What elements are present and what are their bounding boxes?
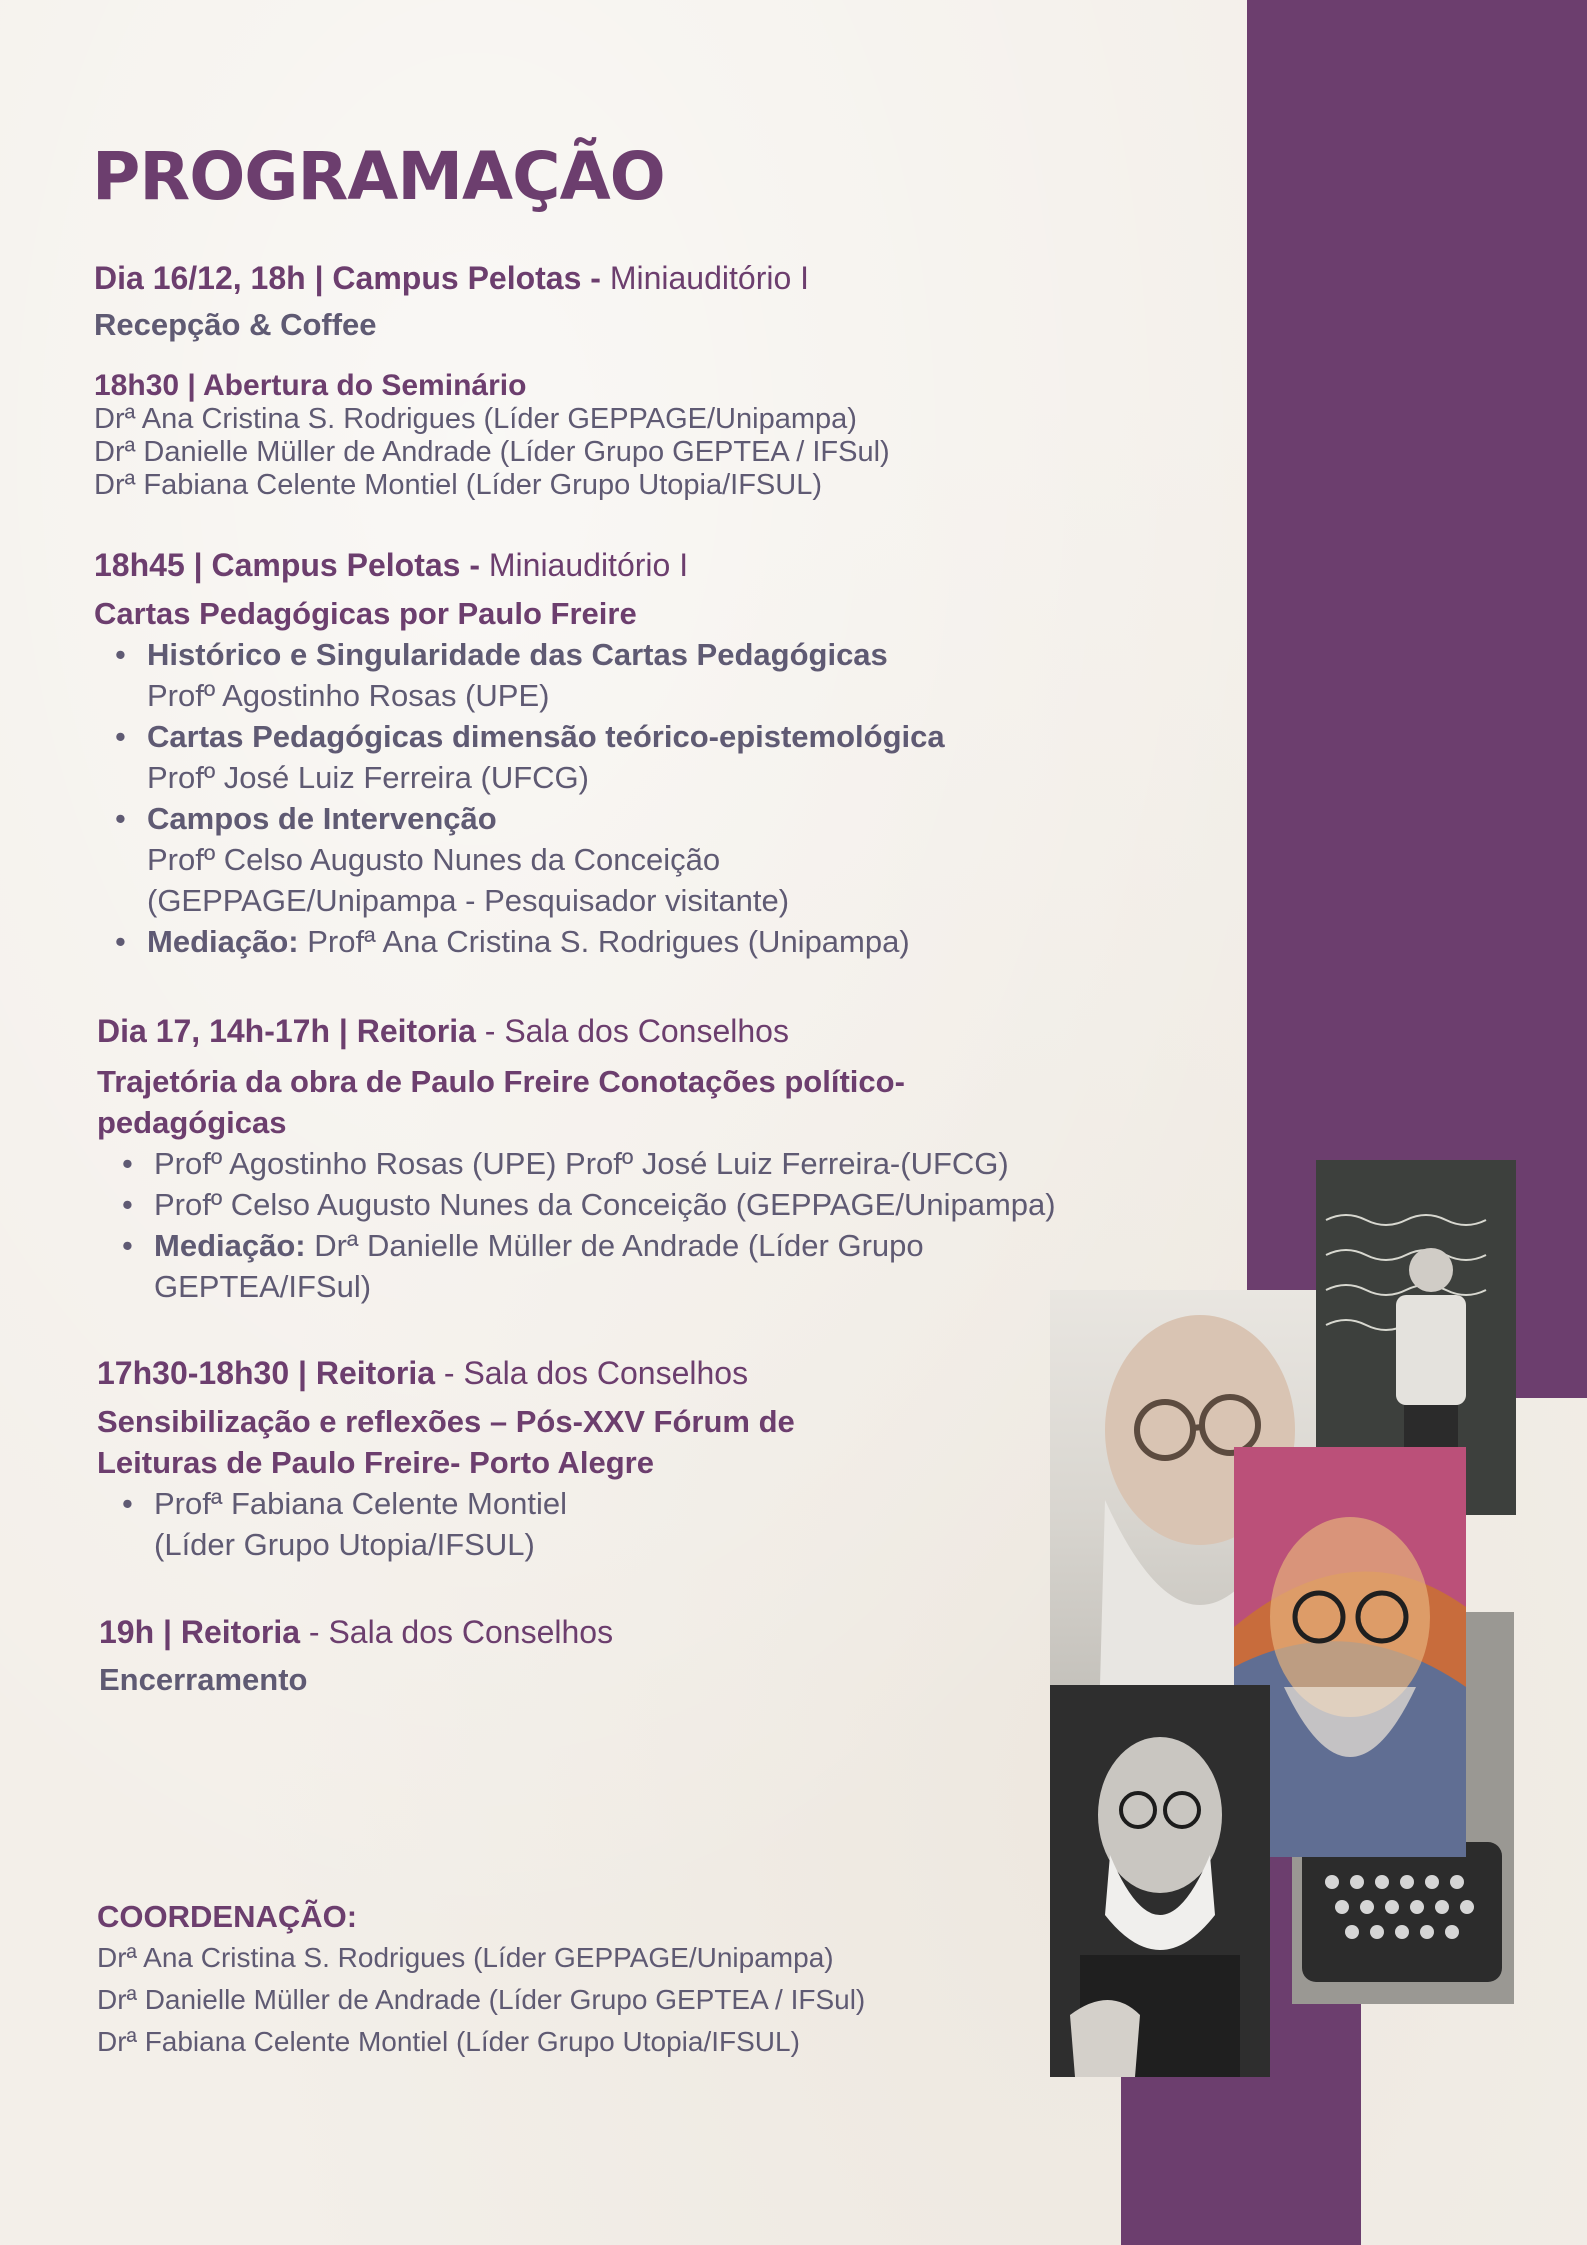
list-item: • Profº Agostinho Rosas (UPE) Profº José Luiz Ferreira-(UFCG)	[100, 1143, 1056, 1184]
session2-subtitle: Cartas Pedagógicas por Paulo Freire	[94, 596, 637, 631]
page-title: PROGRAMAÇÃO	[92, 138, 665, 215]
list-item: • Mediação: Profª Ana Cristina S. Rodrigues (Unipampa)	[93, 921, 945, 962]
list-item: • Profª Fabiana Celente Montiel (Líder Grupo Utopia/IFSUL)	[100, 1483, 795, 1565]
speaker-line: Drª Fabiana Celente Montiel (Líder Grupo Utopia/IFSUL)	[94, 469, 823, 501]
portrait-photo-bw	[1050, 1685, 1270, 2077]
session5-heading: 19h | Reitoria - Sala dos Conselhos	[99, 1614, 614, 1650]
session4-section	[97, 1353, 795, 1565]
list-item: • Profº Celso Augusto Nunes da Conceição (GEPPAGE/Unipampa)	[100, 1184, 1056, 1225]
day1-heading: Dia 16/12, 18h | Campus Pelotas - Miniauditório I	[94, 260, 810, 296]
coordinator-line: Drª Ana Cristina S. Rodrigues (Líder GEPPAGE/Unipampa)	[97, 1942, 834, 1973]
coordinator-line: Drª Fabiana Celente Montiel (Líder Grupo Utopia/IFSUL)	[97, 2026, 800, 2057]
coordination-heading: COORDENAÇÃO:	[97, 1899, 358, 1934]
closing-label: Encerramento	[99, 1662, 308, 1697]
list-item: • Mediação: Drª Danielle Müller de Andrade (Líder Grupo GEPTEA/IFSul)	[100, 1225, 1056, 1307]
list-item: • Cartas Pedagógicas dimensão teórico-epistemológica Profº José Luiz Ferreira (UFCG)	[93, 716, 945, 798]
session2-heading: 18h45 | Campus Pelotas - Miniauditório I	[94, 547, 689, 583]
session4-subtitle: Sensibilização e reflexões – Pós-XXV Fórum de Leituras de Paulo Freire- Porto Alegre	[97, 1404, 795, 1480]
session2-list	[93, 634, 945, 962]
day2-heading: Dia 17, 14h-17h | Reitoria - Sala dos Conselhos	[97, 1013, 789, 1049]
day2-subtitle: Trajetória da obra de Paulo Freire Conotações político- pedagógicas	[97, 1064, 905, 1140]
session4-heading: 17h30-18h30 | Reitoria - Sala dos Conselhos	[97, 1355, 749, 1391]
opening-label: 18h30 | Abertura do Seminário	[94, 369, 527, 402]
list-item: • Histórico e Singularidade das Cartas Pedagógicas Profº Agostinho Rosas (UPE)	[93, 634, 945, 716]
list-item: • Campos de Intervenção Profº Celso Augusto Nunes da Conceição (GEPPAGE/Unipampa - Pesquisador visitante)	[93, 798, 945, 921]
session5-section	[99, 1612, 613, 1700]
coordination-section	[97, 1897, 865, 2063]
reception-label: Recepção & Coffee	[94, 307, 377, 342]
day2-section	[97, 1011, 1056, 1307]
speaker-line: Drª Danielle Müller de Andrade (Líder Grupo GEPTEA / IFSul)	[94, 436, 890, 468]
session4-list	[100, 1483, 795, 1565]
day1-section	[94, 258, 890, 502]
day2-list	[100, 1143, 1056, 1307]
session2-section	[94, 545, 945, 962]
speaker-line: Drª Ana Cristina S. Rodrigues (Líder GEPPAGE/Unipampa)	[94, 403, 857, 435]
coordinator-line: Drª Danielle Müller de Andrade (Líder Grupo GEPTEA / IFSul)	[97, 1984, 866, 2015]
